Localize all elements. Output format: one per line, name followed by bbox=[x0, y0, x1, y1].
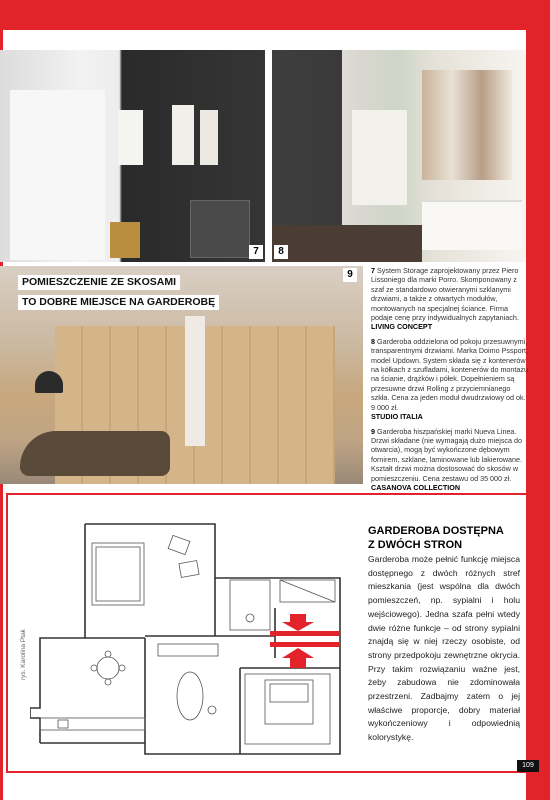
bedroom bbox=[245, 674, 330, 744]
sidebar-title bbox=[368, 524, 518, 552]
plan-wall bbox=[30, 524, 85, 743]
floor bbox=[272, 225, 422, 262]
red-right-band bbox=[526, 0, 550, 800]
lounge-chair bbox=[20, 431, 170, 476]
plan-wall bbox=[40, 743, 240, 754]
dining-table bbox=[97, 657, 119, 679]
lamp bbox=[35, 371, 63, 393]
chair bbox=[91, 665, 97, 671]
sidebar-title-line-1: GARDEROBA DOSTĘPNA bbox=[368, 525, 504, 537]
sidebar-title-line-2: Z DWÓCH STRON bbox=[368, 539, 463, 551]
wardrobe-red-line bbox=[270, 631, 340, 636]
caption-text: Garderoba oddzielona od pokoju przesuwnymi, transparentnymi drzwiami. Marka Doimo Pssport, model Updown. System składa się z kontenerów na kółkach z szufladami, kontenerów do montażu na ścianie, drążków i półek. Dopełnieniem są przesuwne drzwi Rolling z przyciemnianego szkła. Cena za jeden moduł dwudrzwiowy od ok. 9 000 zł. bbox=[371, 336, 529, 412]
caption-text: System Storage zaprojektowany przez Piero Lissoniego dla marki Porro. Skomponowany z szaf ze standardowo otwieranymi szklanymi drzwiami, a także z otwartych modułów, montowanych na specjalnej ściance. Firma podaje cenę przy indywidualnych zapytaniach. bbox=[371, 266, 519, 323]
page-number: 109 bbox=[517, 760, 539, 772]
plan-credit: rys. Karolina Ptak bbox=[20, 629, 27, 680]
captions-column bbox=[371, 266, 528, 497]
chair bbox=[105, 651, 111, 657]
drawer-units bbox=[422, 200, 522, 250]
sofa-seat bbox=[96, 547, 140, 601]
arrow-down-icon bbox=[282, 614, 314, 631]
chair bbox=[119, 665, 125, 671]
caption-text: Garderoba hiszpańskiej marki Nueva Linea. Drzwi składane (nie wymagają dużo miejsca do otwarcia), mogą być wykończone dębowym fornirem, szklane, laminowane lub lakierowane. Kształt drzwi można dostosować do skosów w pomieszczeniu. Cena zestawu od 35 000 zł. bbox=[371, 426, 523, 483]
hanging-clothes bbox=[422, 70, 512, 180]
headline-line-1: POMIESZCZENIE ZE SKOSAMI bbox=[18, 275, 180, 290]
shower-mark bbox=[280, 580, 335, 602]
red-top-band bbox=[0, 0, 550, 30]
hanging-shirt bbox=[118, 110, 143, 165]
caption-number: 7 bbox=[371, 266, 375, 275]
sidebar-body: Garderoba może pełnić funkcję miejsca dostępnego z dwóch różnych stref mieszkania (jest wspólna dla dwóch pomieszczeń, np. sypialni i holu wejściowego). Jedna szafa pełni wtedy dwie różne funkcje – od strony sypialni znajdą się w niej rzeczy osobiste, od strony przedpokoju zewnętrzne okrycia. Przy takim rozwiązaniu ważne jest, żeby zabudowa nie zdominowała przestrzeni. Zadbajmy zatem o jej właściwe proporcje, dobry materiał wykończeniowy i odpowiednią kolorystykę. bbox=[368, 554, 520, 743]
sofa bbox=[92, 543, 144, 605]
photo-wardrobe-doimo bbox=[272, 50, 526, 262]
caption-number: 9 bbox=[371, 426, 375, 436]
floor-plan-drawing bbox=[30, 518, 350, 766]
toilet bbox=[246, 614, 254, 622]
stove bbox=[58, 720, 68, 728]
shelf-grid bbox=[190, 200, 250, 258]
caption-7 bbox=[371, 266, 528, 332]
caption-brand: STUDIO ITALIA bbox=[371, 412, 423, 422]
chair bbox=[105, 679, 111, 685]
hanging-shirt bbox=[172, 105, 194, 165]
white-cabinet bbox=[10, 90, 105, 260]
photo-headline bbox=[18, 272, 216, 312]
bathtub bbox=[177, 672, 203, 720]
caption-number: 8 bbox=[371, 336, 375, 346]
photo-wardrobe-porro bbox=[0, 50, 265, 262]
caption-brand: LIVING CONCEPT bbox=[371, 322, 433, 332]
double-sink bbox=[158, 644, 218, 656]
photo-number: 9 bbox=[343, 268, 357, 282]
hanging-shirt bbox=[200, 110, 218, 165]
armchair bbox=[168, 535, 190, 554]
window-view bbox=[352, 110, 407, 205]
headline-line-2: TO DOBRE MIEJSCE NA GARDEROBĘ bbox=[18, 295, 219, 310]
caption-9 bbox=[371, 427, 528, 493]
closet bbox=[230, 580, 270, 630]
armchair bbox=[179, 561, 199, 578]
caption-8 bbox=[371, 337, 528, 422]
caption-brand: CASANOVA COLLECTION bbox=[371, 482, 461, 492]
kitchen-counter bbox=[40, 718, 145, 730]
wardrobe-red-line bbox=[270, 642, 340, 647]
leather-bag bbox=[110, 222, 140, 258]
arrow-up-icon bbox=[282, 648, 314, 668]
open-door-interior bbox=[185, 316, 205, 446]
photo-number: 7 bbox=[249, 245, 263, 259]
photo-number: 8 bbox=[274, 245, 288, 259]
plan-wall bbox=[85, 524, 340, 754]
pillows bbox=[270, 684, 308, 702]
toilet bbox=[208, 706, 216, 714]
